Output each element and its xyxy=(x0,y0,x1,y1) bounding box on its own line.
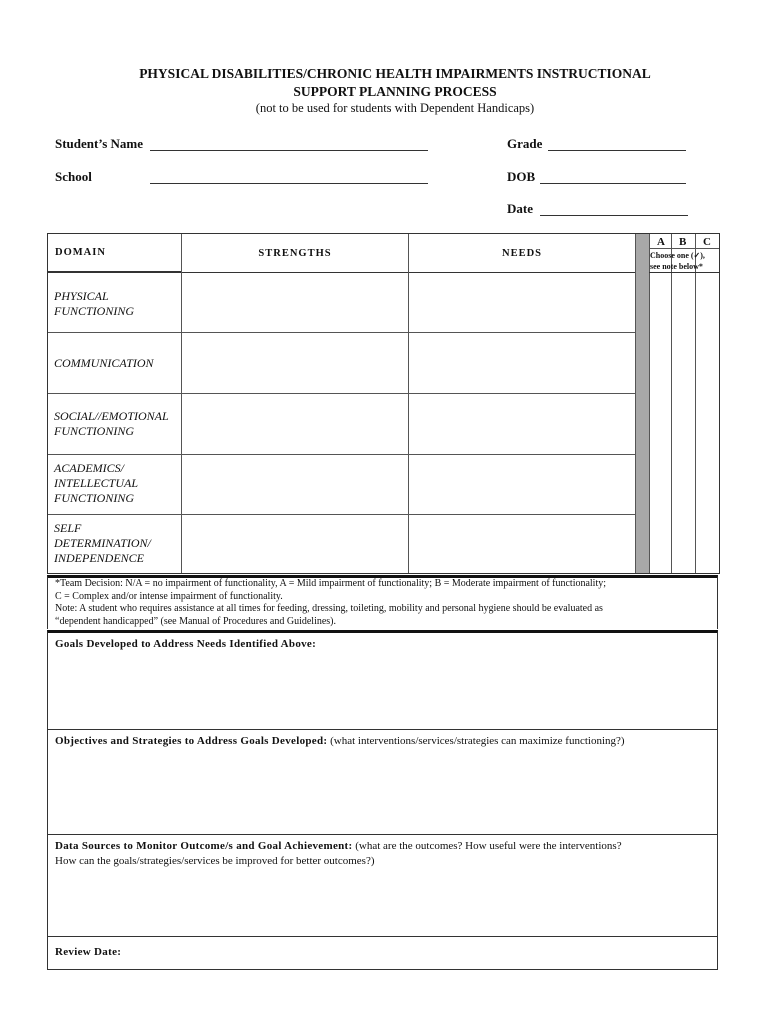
school-field[interactable] xyxy=(150,183,428,184)
data-sources-text2: How can the goals/strategies/services be improved for better outcomes?) xyxy=(55,855,375,867)
choose-note xyxy=(650,250,705,272)
domain-assessment-table xyxy=(47,233,720,574)
domain-social-emotional xyxy=(54,409,169,439)
student-name-field[interactable] xyxy=(150,150,428,151)
domain-line: DETERMINATION/ xyxy=(54,536,151,550)
domain-line: FUNCTIONING xyxy=(54,491,135,505)
school-label: School xyxy=(55,169,92,184)
row-divider xyxy=(48,454,635,455)
date-field[interactable] xyxy=(540,215,688,216)
grade-label: Grade xyxy=(507,136,543,151)
strengths-header-label: STRENGTHS xyxy=(258,247,332,259)
header-gray xyxy=(48,234,635,273)
dob-field[interactable] xyxy=(540,183,686,184)
domain-line: SOCIAL//EMOTIONAL xyxy=(54,409,169,423)
objectives-section[interactable] xyxy=(47,729,718,835)
col-c-label: C xyxy=(703,236,711,248)
choose-note-line1: Choose one (✓), xyxy=(650,251,705,260)
domain-line: FUNCTIONING xyxy=(54,304,135,318)
domain-physical xyxy=(54,289,134,319)
form-title-line2: SUPPORT PLANNING PROCESS xyxy=(293,84,497,99)
note-line: *Team Decision: N/A = no impairment of functionality, A = Mild impairment of functionality; B = Moderate impairment of functionality; xyxy=(55,578,607,589)
team-decision-note xyxy=(47,575,718,629)
domain-line: COMMUNICATION xyxy=(54,356,154,370)
date-label: Date xyxy=(507,201,533,216)
domain-line: INDEPENDENCE xyxy=(54,551,144,565)
col-divider xyxy=(408,234,409,573)
goals-label: Goals Developed to Address Needs Identified Above: xyxy=(55,638,317,650)
note-line: Note: A student who requires assistance at all times for feeding, dressing, toileting, mobility and personal hygiene should be evaluated as xyxy=(55,603,603,614)
shaded-column xyxy=(635,234,650,573)
row-divider xyxy=(48,393,635,394)
student-name-label: Student’s Name xyxy=(55,136,143,151)
data-sources-section[interactable] xyxy=(47,834,718,937)
domain-line: INTELLECTUAL xyxy=(54,476,139,490)
col-a-label: A xyxy=(657,236,665,248)
goals-section[interactable] xyxy=(47,630,718,730)
col-divider xyxy=(695,234,696,573)
domain-line: ACADEMICS/ xyxy=(54,461,124,475)
row-divider xyxy=(48,514,635,515)
objectives-label: Objectives and Strategies to Address Goals Developed: xyxy=(55,735,328,747)
review-date-section[interactable] xyxy=(47,936,718,970)
abc-bottom xyxy=(649,272,719,273)
dob-label: DOB xyxy=(507,169,536,184)
form-title-line1: PHYSICAL DISABILITIES/CHRONIC HEALTH IMPAIRMENTS INSTRUCTIONAL xyxy=(139,66,651,81)
domain-communication xyxy=(54,356,154,371)
domain-line: FUNCTIONING xyxy=(54,424,135,438)
domain-self-determination xyxy=(54,521,151,566)
row-divider xyxy=(48,332,635,333)
needs-header-label: NEEDS xyxy=(501,247,542,259)
data-sources-label: Data Sources to Monitor Outcome/s and Goal Achievement: xyxy=(55,840,353,852)
col-divider xyxy=(671,234,672,573)
col-divider xyxy=(181,234,182,573)
data-sources-text: (what are the outcomes? How useful were the interventions? xyxy=(352,840,622,852)
form-subtitle: (not to be used for students with Dependent Handicaps) xyxy=(255,101,535,115)
objectives-text: (what interventions/services/strategies can maximize functioning?) xyxy=(327,735,625,747)
abc-divider xyxy=(649,248,719,249)
grade-field[interactable] xyxy=(548,150,686,151)
note-line: “dependent handicapped” (see Manual of Procedures and Guidelines). xyxy=(55,615,337,627)
domain-line: SELF xyxy=(54,521,82,535)
domain-header-label: DOMAIN xyxy=(55,247,106,258)
note-line: C = Complex and/or intense impairment of functionality. xyxy=(55,590,283,602)
review-date-label: Review Date: xyxy=(55,946,122,958)
col-divider xyxy=(635,234,636,573)
col-b-label: B xyxy=(679,236,687,248)
domain-line: PHYSICAL xyxy=(54,289,109,303)
choose-note-line2: see note below* xyxy=(650,262,703,271)
domain-academics xyxy=(54,461,138,506)
